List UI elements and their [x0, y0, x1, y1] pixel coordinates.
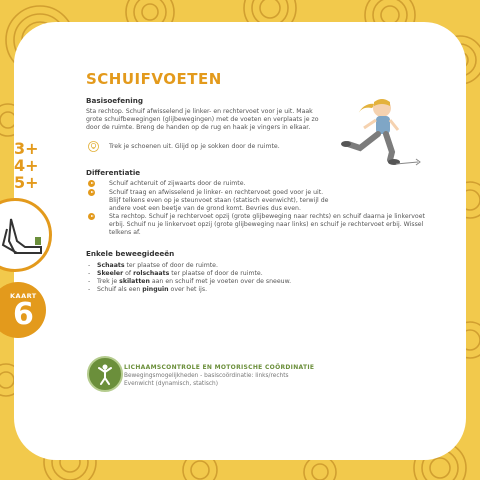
basis-line-3: door de ruimte. Breng de handen op de rug en haak je vingers in elkaar.: [86, 124, 311, 131]
lightbulb-icon: [88, 141, 99, 152]
age-labels: [14, 140, 39, 191]
page-title: SCHUIFVOETEN: [86, 70, 222, 88]
basis-tip: Trek je schoenen uit. Glijd op je sokken door de ruimte.: [109, 143, 280, 150]
age-3: 3+: [14, 139, 39, 158]
basis-line-2: grote schuifbewegingen (glijbewegingen) met de voeten en verplaats je zo: [86, 116, 319, 123]
beweeg-heading: Enkele beweegideeën: [86, 249, 175, 258]
diff-item-2-line-2: Blijf telkens even op je steunvoet staan (statisch evenwicht), terwijl de: [109, 197, 329, 204]
diff-item-1-line-1: Schuif achteruit of zijwaarts door de ruimte.: [109, 180, 246, 187]
beweeg-item-2: Skeeler of rolschaats ter plaatse of door de ruimte.: [97, 270, 263, 277]
beweeg-item-3: Trek je skilatten aan en schuif met je voeten over de sneeuw.: [97, 278, 292, 285]
diff-item-3-line-1: Sta rechtop. Schuif je rechtervoet opzij (grote glijbeweging naar rechts) en schuif daarna je linkervoet: [109, 213, 425, 220]
diff-item-2-line-1: Schuif traag en afwisselend je linker- en rechtervoet goed voor je uit.: [109, 189, 324, 196]
age-5: 5+: [14, 173, 39, 192]
footer-title: LICHAAMSCONTROLE EN MOTORISCHE COÖRDINATIE: [124, 364, 315, 371]
basis-heading: Basisoefening: [86, 96, 144, 105]
kaart-number: 6: [13, 297, 34, 332]
footer-line-1: Bewegingsmogelijkheden - basiscoördinatie: links/rechts: [124, 373, 289, 379]
beweeg-item-4: Schuif als een pinguïn over het ijs.: [97, 286, 208, 293]
content-card: [14, 22, 466, 460]
motor-coordination-icon: [87, 356, 123, 392]
play-bullet-icon: [88, 180, 95, 187]
age-4: 4+: [14, 156, 39, 175]
diff-item-3-line-2: erbij. Schuif nu je linkervoet opzij (grote glijbeweging naar links) en schuif je rechtervoet erbij. Wissel: [109, 221, 424, 228]
kaart-label: KAART: [10, 292, 37, 300]
diff-item-2-line-3: andere voet een beetje van de grond komt. Bevries dus even.: [109, 205, 301, 212]
differentiatie-heading: Differentiatie: [86, 168, 141, 177]
running-figure-icon: [338, 92, 428, 174]
play-bullet-icon: [88, 213, 95, 220]
beweeg-item-1: Schaats ter plaatse of door de ruimte.: [97, 262, 218, 269]
diff-item-3-line-3: telkens af.: [109, 229, 141, 236]
play-bullet-icon: [88, 189, 95, 196]
footer-line-2: Evenwicht (dynamisch, statisch): [124, 381, 218, 387]
basis-line-1: Sta rechtop. Schuif afwisselend je linker- en rechtervoet voor je uit. Maak: [86, 108, 313, 115]
